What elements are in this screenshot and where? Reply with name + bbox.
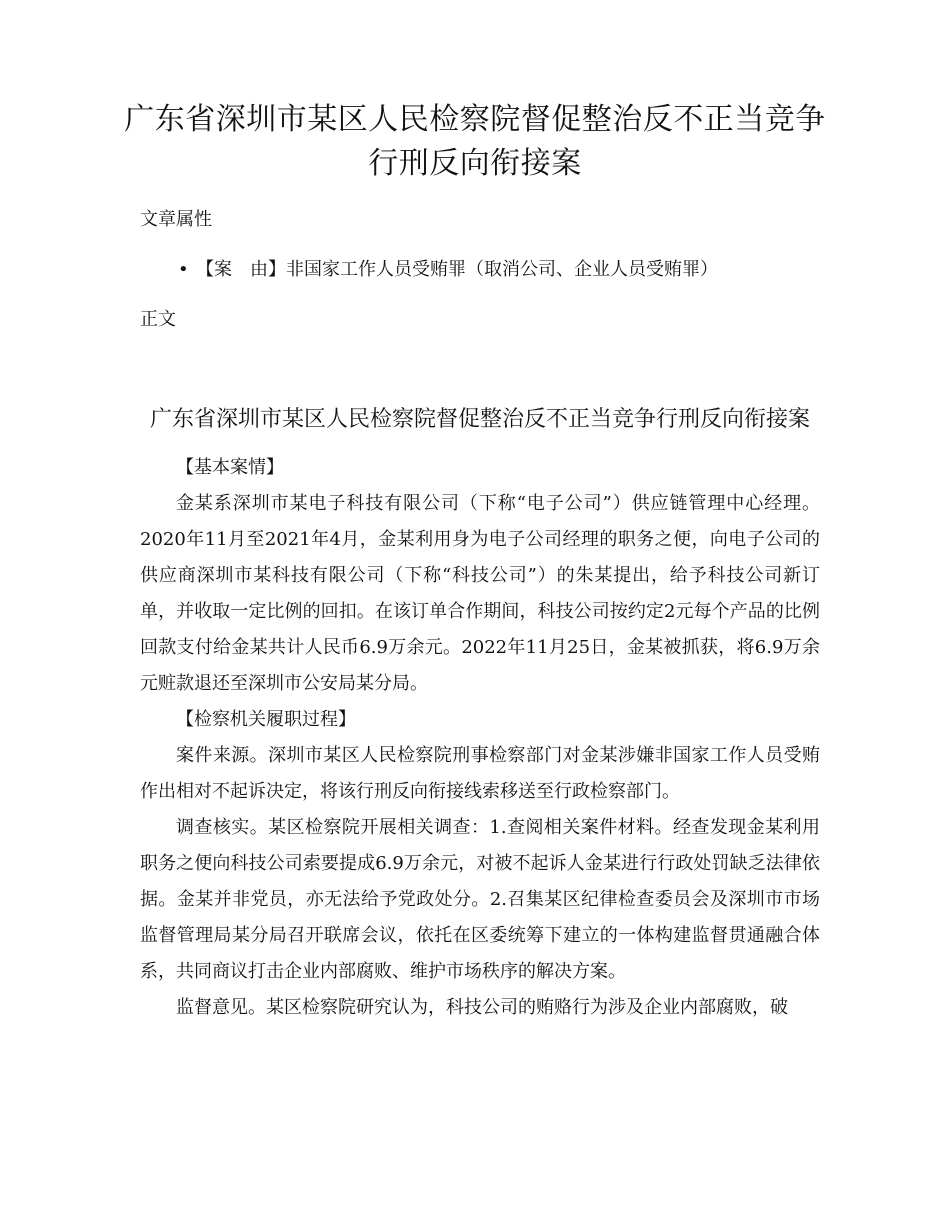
paragraph-investigation: 调查核实。某区检察院开展相关调查：1.查阅相关案件材料。经查发现金某利用职务之便向科技公司索要提成6.9万余元，对被不起诉人金某进行行政处罚缺乏法律依据。金某并非党员，亦无法给予党政处分。2.召集某区纪律检查委员会及深圳市市场监督管理局某分局召开联席会议，依托在区委统筹下建立的一体构建监督贯通融合体系，共同商议打击企业内部腐败、维护市场秩序的解决方案。 (140, 817, 820, 982)
paragraph-case-source: 案件来源。深圳市某区人民检察院刑事检察部门对金某涉嫌非国家工作人员受贿作出相对不起诉决定，将该行刑反向衔接线索移送至行政检察部门。 (140, 745, 820, 802)
article-attributes-label: 文章属性 (140, 209, 212, 230)
document-title-line-2: 行刑反向衔接案 (368, 146, 582, 181)
article-content (140, 450, 820, 1026)
section-heading-procuratorate-process: 【检察机关履职过程】 (176, 709, 356, 730)
section-heading-basic-facts: 【基本案情】 (176, 457, 284, 478)
paragraph-supervision-opinion: 监督意见。某区检察院研究认为，科技公司的贿赂行为涉及企业内部腐败，破 (176, 997, 788, 1018)
case-cause-text: 【案 由】非国家工作人员受贿罪（取消公司、企业人员受贿罪） (196, 259, 718, 280)
document-title-line-1: 广东省深圳市某区人民检察院督促整治反不正当竞争 (124, 102, 826, 137)
bullet-icon: • (178, 259, 189, 280)
case-cause-item (178, 257, 718, 283)
body-label: 正文 (140, 309, 176, 330)
article-heading: 广东省深圳市某区人民检察院督促整治反不正当竞争行刑反向衔接案 (149, 407, 810, 432)
paragraph-basic-facts: 金某系深圳市某电子科技有限公司（下称“电子公司”）供应链管理中心经理。2020年11月至2021年4月，金某利用身为电子公司经理的职务之便，向电子公司的供应商深圳市某科技有限公司（下称“科技公司”）的朱某提出，给予科技公司新订单，并收取一定比例的回扣。在该订单合作期间，科技公司按约定2元每个产品的比例回款支付给金某共计人民币6.9万余元。2022年11月25日，金某被抓获，将6.9万余元赃款退还至深圳市公安局某分局。 (140, 493, 820, 694)
document-title (120, 98, 830, 186)
